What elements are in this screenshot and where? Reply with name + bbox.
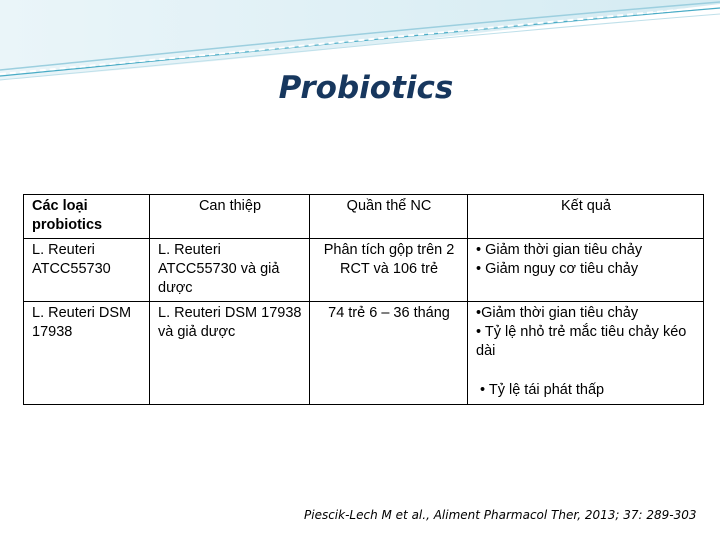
- header-intervention: Can thiệp: [150, 195, 310, 239]
- cell-intervention: L. Reuteri ATCC55730 và giả dược: [150, 239, 310, 302]
- slide-title: Probiotics: [278, 70, 454, 106]
- cell-study-population: 74 trẻ 6 – 36 tháng: [310, 302, 468, 405]
- result-item: • Tỷ lệ tái phát thấp: [480, 382, 605, 398]
- citation: Piescik-Lech M et al., Aliment Pharmacol Ther, 2013; 37: 289-303: [304, 508, 697, 522]
- cell-results: [468, 302, 704, 405]
- cell-study-population: Phân tích gộp trên 2 RCT và 106 trẻ: [310, 239, 468, 302]
- cell-probiotic-type: L. Reuteri ATCC55730: [24, 239, 150, 302]
- result-item: •Giảm thời gian tiêu chảy: [476, 305, 639, 321]
- header-probiotic-type: Các loại probiotics: [24, 195, 150, 239]
- cell-probiotic-type: L. Reuteri DSM 17938: [24, 302, 150, 405]
- result-item: • Giảm nguy cơ tiêu chảy: [476, 261, 639, 277]
- study-table: [23, 194, 704, 405]
- cell-results: [468, 239, 704, 302]
- result-item: • Giảm thời gian tiêu chảy: [476, 242, 643, 258]
- cell-intervention: L. Reuteri DSM 17938 và giả dược: [150, 302, 310, 405]
- header-results: Kết quả: [561, 198, 611, 214]
- table-row: [24, 302, 704, 405]
- table-row: [24, 239, 704, 302]
- result-item: • Tỷ lệ nhỏ trẻ mắc tiêu chảy kéo dài: [476, 324, 687, 359]
- header-study-population: Quần thể NC: [310, 195, 468, 239]
- table-header-row: [24, 195, 704, 239]
